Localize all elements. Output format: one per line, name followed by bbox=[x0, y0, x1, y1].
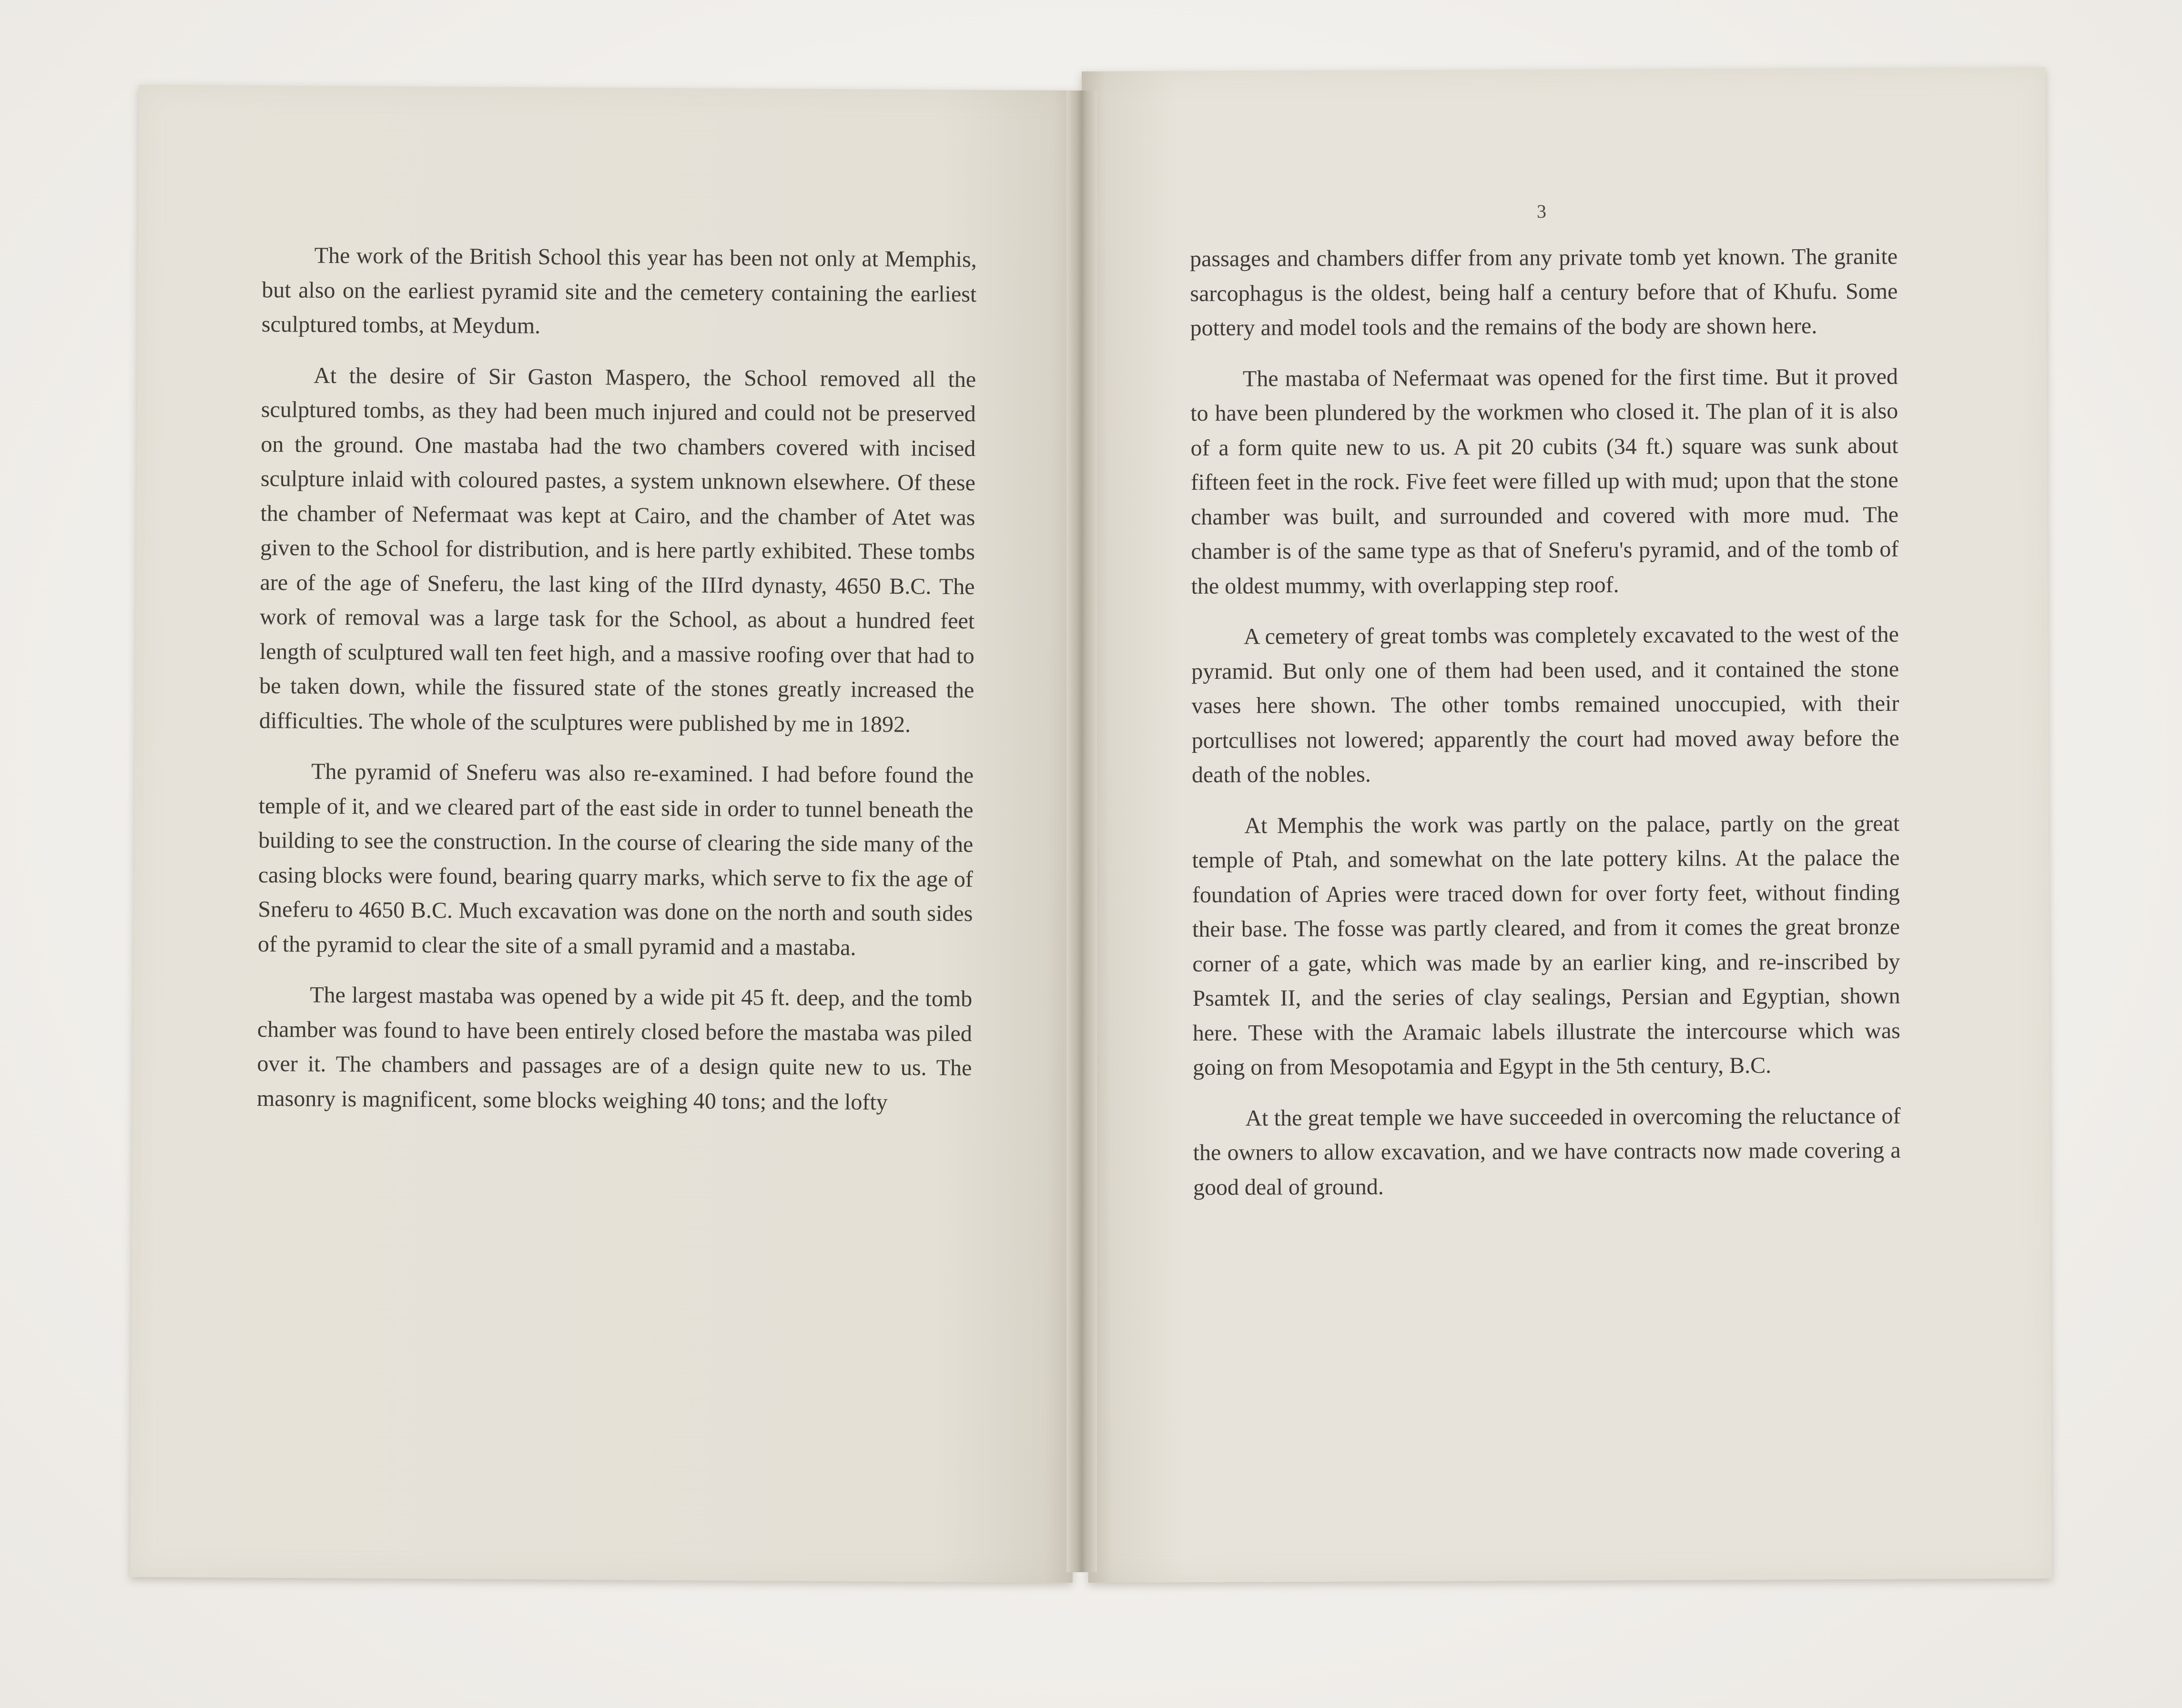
book-gutter bbox=[1066, 91, 1097, 1572]
right-paragraph-4: At Memphis the work was partly on the palace, partly on the great temple of Ptah, and somewhat on the late pottery kilns. At the palace the foundation of Apries were traced down for over forty feet, without finding their base. The fosse was partly cleared, and from it comes the great bronze corner of a gate, which was made by an earlier king, and re-inscribed by Psamtek II, and the series of clay sealings, Persian and Egyptian, shown here. These with the Aramaic labels illustrate the intercourse which was going on from Mesopotamia and Egypt in the 5th century, B.C. bbox=[1192, 810, 1900, 1080]
right-paragraph-5: At the great temple we have succeeded in overcoming the reluctance of the owners to allow excavation, and we have contracts now made covering a good deal of ground. bbox=[1193, 1103, 1901, 1200]
page-number: 3 bbox=[1536, 200, 1547, 222]
right-paragraph-1: passages and chambers differ from any private tomb yet known. The granite sarcophagus is the oldest, being half a century before that of Khufu. Some pottery and model tools and the remains of the body are shown here. bbox=[1190, 243, 1898, 341]
left-paragraph-1: The work of the British School this year has been not only at Memphis, but also on the earliest pyramid site and the cemetery containing the earliest sculptured tombs, at Meydum. bbox=[261, 243, 977, 339]
left-paragraph-3: The pyramid of Sneferu was also re-examined. I had before found the temple of it, and we cleared part of the east side in order to tunnel beneath the building to see the construction. In the course of clearing the side many of the casing blocks were found, bearing quarry marks, which serve to fix the age of Sneferu to 4650 B.C. Much excavation was done on the north and south sides of the pyramid to clear the site of a small pyramid and a mastaba. bbox=[257, 758, 974, 960]
left-paragraph-2: At the desire of Sir Gaston Maspero, the School removed all the sculptured tombs, as they had been much injured and could not be preserved on the ground. One mastaba had the two chambers covered with incised sculpture inlaid with coloured pastes, a system unknown elsewhere. Of these the chamber of Nefermaat was kept at Cairo, and the chamber of Atet was given to the School for distribution, and is here partly exhibited. These tombs are of the age of Sneferu, the last king of the IIIrd dynasty, 4650 B.C. The work of removal was a large task for the School, as about a hundred feet length of sculptured wall ten feet high, and a massive roofing over that had to be taken down, while the fissured state of the stones greatly increased the difficulties. The whole of the sculptures were published by me in 1892. bbox=[259, 363, 976, 737]
left-paragraph-4: The largest mastaba was opened by a wide pit 45 ft. deep, and the tomb chamber was found to have been entirely closed before the mastaba was piled over it. The chambers and passages are of a design quite new to us. The masonry is magnificent, some blocks weighing 40 tons; and the lofty bbox=[256, 982, 973, 1115]
right-page-text bbox=[1190, 240, 1901, 1221]
right-paragraph-2: The mastaba of Nefermaat was opened for the first time. But it proved to have been plundered by the workmen who closed it. The plan of it is also of a form quite new to us. A pit 20 cubits (34 ft.) square was sunk about fifteen feet in the rock. Five feet were filled up with mud; upon that the stone chamber was built, and surrounded and covered with more mud. The chamber is of the same type as that of Sneferu's pyramid, and of the tomb of the oldest mummy, with overlapping step roof. bbox=[1190, 364, 1899, 599]
left-page-text bbox=[257, 238, 977, 1136]
right-paragraph-3: A cemetery of great tombs was completely excavated to the west of the pyramid. But only one of them had been used, and it contained the stone vases here shown. The other tombs remained unoccupied, with their portcullises not lowered; apparently the court had moved away before the death of the nobles. bbox=[1191, 621, 1899, 788]
